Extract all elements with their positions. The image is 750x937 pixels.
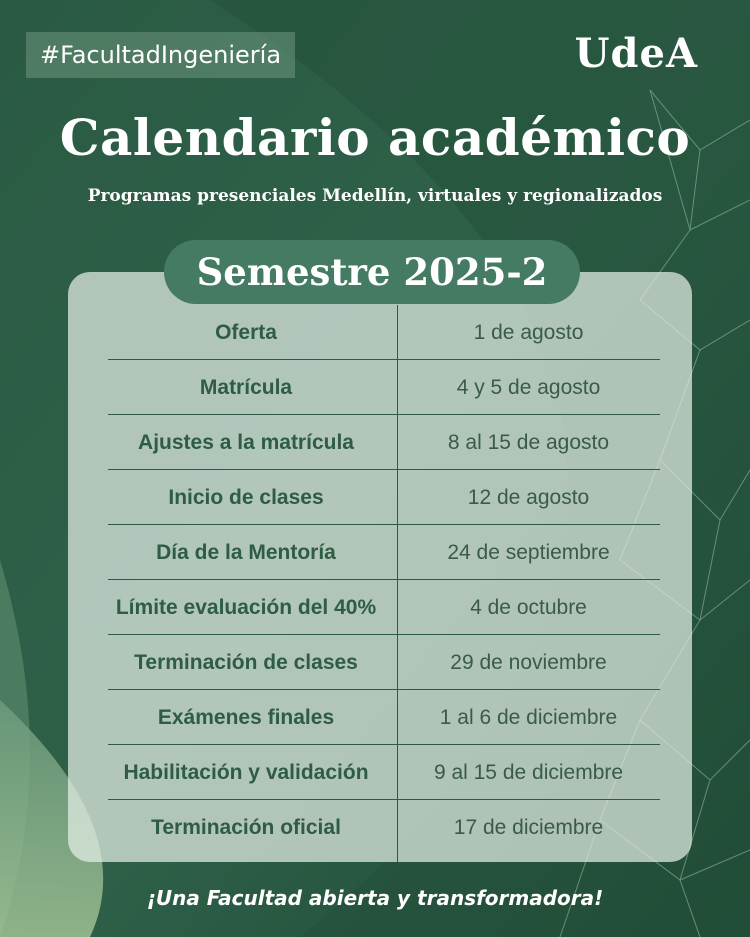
table-row	[96, 415, 660, 470]
event-name: Inicio de clases	[168, 486, 324, 509]
table-row	[96, 690, 660, 745]
udea-logo: UdeA	[574, 30, 698, 77]
event-name: Terminación oficial	[151, 816, 341, 839]
event-date: 1 al 6 de diciembre	[439, 706, 618, 729]
page-title: Calendario académico	[59, 108, 691, 167]
event-name: Oferta	[215, 321, 277, 344]
event-date: 4 y 5 de agosto	[456, 376, 601, 399]
footer-slogan: ¡Una Facultad abierta y transformadora!	[146, 886, 604, 910]
event-date: 29 de noviembre	[450, 651, 607, 674]
event-date: 12 de agosto	[467, 486, 590, 509]
event-date: 8 al 15 de agosto	[447, 431, 610, 454]
semester-pill: Semestre 2025-2	[164, 240, 580, 304]
table-row	[96, 635, 660, 690]
event-name: Terminación de clases	[134, 651, 358, 674]
event-date: 4 de octubre	[470, 596, 587, 619]
event-date: 1 de agosto	[473, 321, 584, 344]
event-name: Matrícula	[199, 376, 293, 399]
hashtag-label: #FacultadIngeniería	[26, 32, 295, 78]
event-name: Exámenes finales	[157, 706, 335, 729]
table-row	[96, 580, 660, 635]
event-date: 17 de diciembre	[453, 816, 604, 839]
table-row	[96, 800, 660, 855]
event-name: Día de la Mentoría	[156, 541, 336, 564]
table-row	[96, 360, 660, 415]
page-subtitle: Programas presenciales Medellín, virtuales y regionalizados	[87, 186, 663, 206]
table-row	[96, 745, 660, 800]
event-name: Habilitación y validación	[123, 761, 369, 784]
event-date: 9 al 15 de diciembre	[433, 761, 624, 784]
event-name: Límite evaluación del 40%	[115, 596, 377, 619]
event-name: Ajustes a la matrícula	[138, 431, 354, 454]
table-row	[96, 525, 660, 580]
table-row	[96, 470, 660, 525]
event-date: 24 de septiembre	[447, 541, 610, 564]
table-row	[96, 305, 660, 360]
